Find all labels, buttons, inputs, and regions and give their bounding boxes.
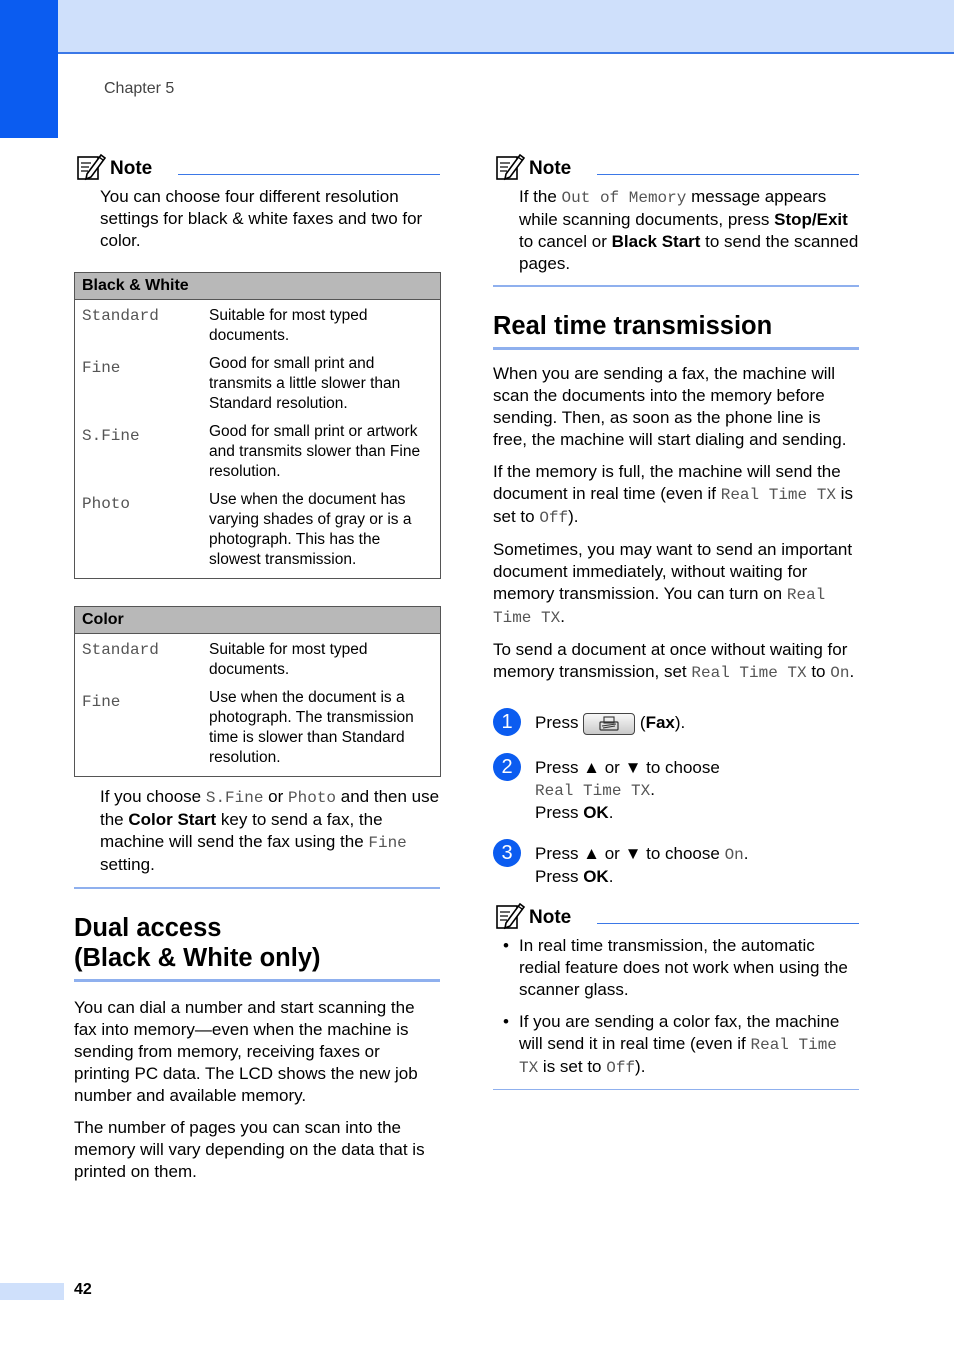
- table-row: [75, 634, 441, 689]
- section-title: Real time transmission: [493, 312, 773, 340]
- resolution-key: Fine: [82, 359, 121, 377]
- note-text: You can choose four different resolution settings for black & white faxes and two for color.: [100, 187, 423, 250]
- note-rule: [178, 174, 440, 175]
- table-header: Color: [75, 607, 441, 634]
- pencil-note-icon: [495, 152, 525, 182]
- chapter-tab: [0, 0, 58, 138]
- table-row: [75, 688, 441, 777]
- color-resolution-table: [74, 606, 441, 777]
- note-header: [74, 152, 440, 182]
- resolution-key: Fine: [82, 693, 121, 711]
- pencil-note-icon: [495, 901, 525, 931]
- note-text: If the Out of Memory message appears while scanning documents, press Stop/Exit to cancel or Black Start to send the scanned pages.: [519, 187, 859, 273]
- chapter-label: Chapter 5: [104, 80, 175, 97]
- table-header: Black & White: [75, 273, 441, 300]
- fax-button[interactable]: [583, 713, 635, 735]
- paragraph: When you are sending a fax, the machine will scan the documents into the memory before sending. Then, as soon as the phone line is free, the machine will start dialing and sending.: [493, 364, 847, 449]
- fax-machine-icon: [598, 716, 620, 732]
- resolution-desc: Good for small print and transmits a little slower than Standard resolution.: [209, 355, 401, 412]
- resolution-desc: Good for small print or artwork and transmits slower than Fine resolution.: [209, 423, 421, 480]
- section-title: Dual access (Black & White only): [74, 914, 321, 972]
- paragraph: Sometimes, you may want to send an important document immediately, without waiting for memory transmission. You can turn on Real Time TX.: [493, 540, 853, 627]
- paragraph: To send a document at once without waiting for memory transmission, set Real Time TX to On.: [493, 640, 855, 682]
- resolution-desc: Use when the document is a photograph. The transmission time is slower than Standard resolution.: [209, 689, 414, 766]
- step-number: 2: [493, 753, 521, 781]
- pencil-note-icon: [76, 152, 106, 182]
- step-3: 3 Press ▲ or ▼ to choose On. Press OK.: [493, 843, 859, 888]
- left-column: [74, 152, 440, 1183]
- resolution-desc: Suitable for most typed documents.: [209, 641, 368, 678]
- note-header: [493, 152, 859, 182]
- paragraph: The number of pages you can scan into the memory will vary depending on the data that is printed on them.: [74, 1118, 425, 1181]
- resolution-key: Standard: [82, 641, 159, 659]
- header-band: [0, 0, 954, 54]
- note-rule: [597, 174, 859, 175]
- note-bullets: [493, 935, 859, 1079]
- note-resolution: [74, 152, 440, 252]
- real-time-section: [493, 311, 859, 684]
- note-rule: [597, 923, 859, 924]
- note-title: Note: [529, 906, 572, 928]
- table-row: [75, 490, 441, 579]
- step-number: 3: [493, 839, 521, 867]
- note-out-of-memory: [493, 152, 859, 275]
- resolution-desc: Suitable for most typed documents.: [209, 307, 368, 344]
- footer-band: [0, 1283, 64, 1300]
- table-row: [75, 354, 441, 422]
- paragraph: You can dial a number and start scanning the fax into memory—even when the machine is sending from memory, receiving faxes or printing PC data. The LCD shows the new job number and available memory.: [74, 998, 418, 1105]
- page-number: 42: [74, 1281, 92, 1298]
- title-rule: [493, 347, 859, 350]
- resolution-desc: Use when the document has varying shades of gray or is a photograph. This has the slowest transmission.: [209, 491, 412, 568]
- section-divider: [74, 887, 440, 889]
- step-2: 2 Press ▲ or ▼ to choose Real Time TX. Press OK.: [493, 757, 859, 824]
- note-title: Note: [110, 158, 153, 179]
- note-title: Note: [529, 158, 572, 179]
- title-rule: [74, 979, 440, 982]
- section-divider: [493, 285, 859, 287]
- bw-resolution-table: [74, 272, 441, 579]
- paragraph: If the memory is full, the machine will send the document in real time (even if Real Time TX is set to Off).: [493, 462, 853, 527]
- resolution-key: Standard: [82, 307, 159, 325]
- resolution-key: S.Fine: [82, 427, 140, 445]
- right-column: [493, 152, 859, 1090]
- list-item: • In real time transmission, the automatic redial feature does not work when using the scanner glass.: [519, 935, 859, 1001]
- step-number: 1: [493, 708, 521, 736]
- table-row: [75, 300, 441, 355]
- table-row: [75, 422, 441, 490]
- resolution-key: Photo: [82, 495, 131, 513]
- note-end-rule: [493, 1089, 859, 1090]
- note-real-time: [493, 901, 859, 1090]
- list-item: • If you are sending a color fax, the machine will send it in real time (even if Real Time TX is set to Off).: [519, 1011, 859, 1079]
- color-start-note: If you choose S.Fine or Photo and then use the Color Start key to send a fax, the machine will send the fax using the Fine setting.: [100, 787, 440, 874]
- note-header: [493, 901, 859, 931]
- step-1: 1 Press (Fax).: [493, 712, 859, 735]
- dual-access-section: [74, 913, 440, 1183]
